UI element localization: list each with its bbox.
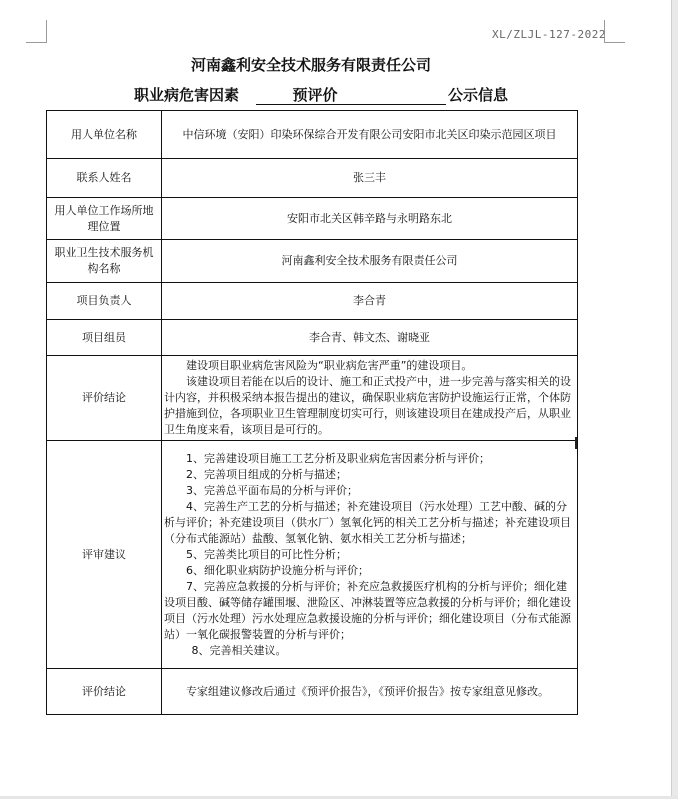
subtitle-prefix: 职业病危害因素 [134,86,240,104]
document-number: XL/ZLJL-127-2022 [492,28,606,41]
table-row [47,240,578,283]
review-list [162,441,578,669]
review-item: 4、完善生产工艺的分析与描述；补充建设项目（污水处理）工艺中酸、碱的分析与评价；补充建设项目（供水厂）氢氧化钙的相关工艺分析与描述；补充建设项目（分布式能源站）盐酸、氢氧化钠、氨水相关工艺分析与描述； [164,499,571,545]
review-item: 5、完善类比项目的可比性分析； [186,547,347,561]
review-item: 3、完善总平面布局的分析与评价； [186,483,358,497]
table-row [47,320,578,356]
contact-value: 张三丰 [162,159,578,198]
location-value: 安阳市北关区韩辛路与永明路东北 [162,198,578,240]
window-right-edge [671,0,678,799]
crop-mark-top-left [26,20,47,43]
subtitle-suffix: 公示信息 [448,86,509,104]
subtitle-fill-blank [256,84,446,105]
company-title: 河南鑫利安全技术服务有限责任公司 [190,56,431,74]
table-row [47,669,578,715]
table-row [47,198,578,240]
review-item: 2、完善项目组成的分析与描述； [186,467,347,481]
review-item: 6、细化职业病防护设施分析与评价； [186,563,369,577]
conclusion-paragraph-1: 建设项目职业病危害风险为“职业病危害严重”的建设项目。 [186,359,473,372]
location-label: 用人单位工作场所地理位置 [47,198,162,240]
table-row [47,111,578,159]
members-label: 项目组员 [47,320,162,356]
conclusion-paragraph-2: 该建设项目若能在以后的设计、施工和正式投产中，进一步完善与落实相关的设计内容，并积极采纳本报告提出的建议，确保职业病危害防护设施运行正常，个体防护措施到位，各项职业卫生管理制度切实可行，则该建设项目在建成投产后，从职业卫生角度来看，该项目是可行的。 [164,375,571,436]
table-row [47,441,578,669]
final-conclusion-value [162,669,578,715]
unit-name-value: 中信环境（安阳）印染环保综合开发有限公司安阳市北关区印染示范园区项目 [162,111,578,159]
leader-value: 李合青 [162,283,578,320]
info-table [46,110,578,715]
review-item: 8、完善相关建议。 [191,643,287,657]
unit-name-label: 用人单位名称 [47,111,162,159]
agency-label: 职业卫生技术服务机构名称 [47,240,162,283]
table-row [47,356,578,441]
table-row [47,159,578,198]
table-row [47,283,578,320]
final-conclusion-label: 评价结论 [47,669,162,715]
members-value: 李合青、韩文杰、谢晓亚 [162,320,578,356]
review-item: 7、完善应急救援的分析与评价；补充应急救援医疗机构的分析与评价；细化建设项目酸、碱等储存罐围堰、泄险区、冲淋装置等应急救援的分析与评价；细化建设项目（污水处理）污水处理应急救援设施的分析与评价；细化建设项目（分布式能源站）一氧化碳报警装置的分析与评价； [164,579,571,641]
agency-value: 河南鑫利安全技术服务有限责任公司 [162,240,578,283]
contact-label: 联系人姓名 [47,159,162,198]
leader-label: 项目负责人 [47,283,162,320]
review-label: 评审建议 [47,441,162,669]
conclusion-text [162,356,578,441]
final-conclusion-text: 专家组建议修改后通过《预评价报告》，《预评价报告》按专家组意见修改。 [186,684,549,698]
text-cursor-marker [575,437,577,449]
subtitle-fill: 预评价 [292,86,338,104]
crop-mark-top-right [604,20,625,43]
conclusion-label: 评价结论 [47,356,162,441]
review-item: 1、完善建设项目施工工艺分析及职业病危害因素分析与评价； [186,451,490,465]
